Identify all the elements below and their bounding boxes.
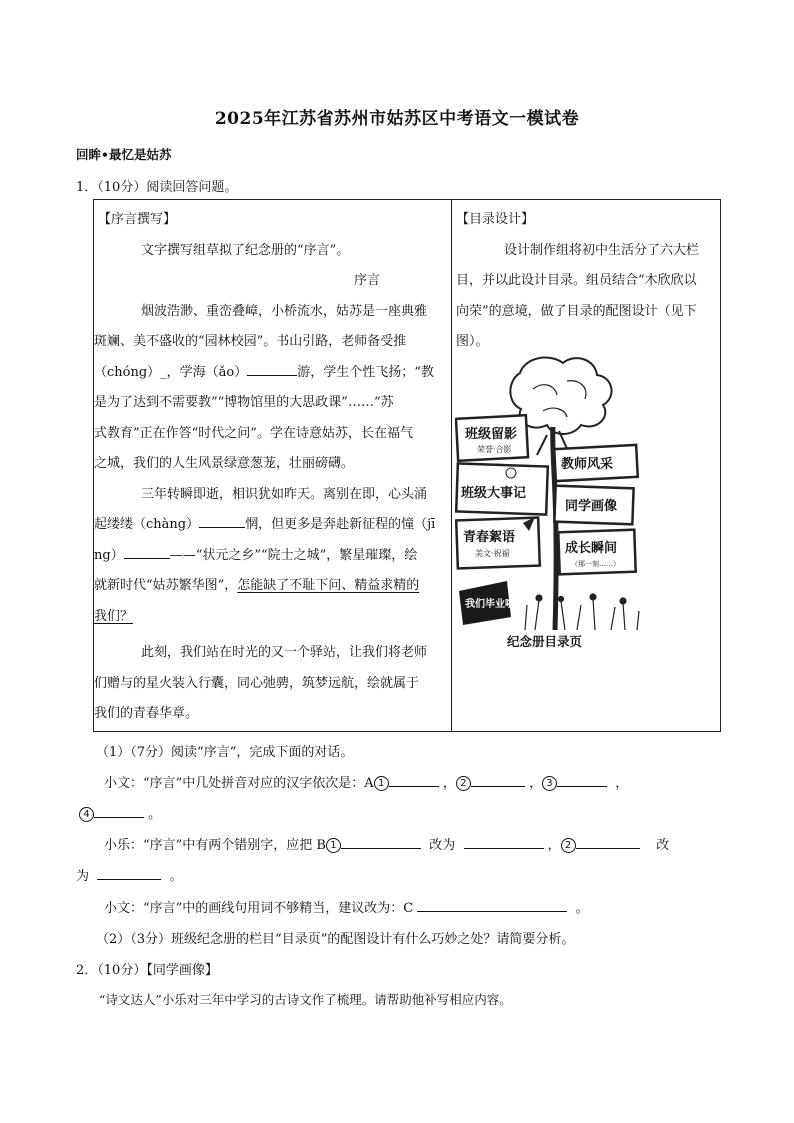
circled-number: 1	[326, 838, 341, 853]
dialogue-text: 小文：“序言”中的画线句用词不够精当，建议改为：C	[104, 901, 414, 916]
preface-line: 们赠与的星火装入行囊，同心弛骋，筑梦远航，绘就属于	[94, 676, 420, 691]
answer-blank[interactable]	[97, 865, 161, 880]
answer-blank[interactable]	[124, 544, 170, 559]
grass-decoration	[525, 594, 639, 630]
preface-intro: 文字撰写组草拟了纪念册的“序言”。	[141, 243, 350, 258]
toc-illustration	[455, 355, 645, 630]
answer-blank[interactable]	[576, 834, 640, 849]
preface-line	[94, 358, 434, 389]
dialogue-text: 小文：“序言”中几处拼音对应的汉字依次是：A	[104, 776, 374, 791]
preface-line: 是为了达到不需要教”“博物馆里的大思政课”……“苏	[94, 395, 394, 410]
circled-number: 3	[542, 776, 557, 791]
dialogue-xiaowen-2: 小文：“序言”中的画线句用词不够精当，建议改为：C 。	[104, 897, 589, 916]
sign-label: 班级大事记	[461, 486, 527, 501]
preface-title: 序言	[354, 273, 381, 288]
preface-segment: ——“状元之乡”“院士之城”，繁星璀璨，绘	[169, 548, 418, 563]
dialogue-xiaowen-1: 小文：“序言”中几处拼音对应的汉字依次是：A 1 ， 2 ， 3 ，	[104, 772, 628, 791]
sign-label: 班级留影	[465, 427, 518, 442]
page-title: 2025年江苏省苏州市姑苏区中考语文一模试卷	[214, 109, 580, 129]
answer-blank[interactable]	[557, 772, 607, 787]
answer-blank[interactable]	[417, 897, 567, 912]
answer-blank[interactable]	[464, 834, 544, 849]
dialogue-text: 改	[656, 838, 670, 853]
preface-segment: 游，学生个性飞扬；“教	[297, 365, 434, 380]
sign-sublabel: （那一刻……）	[571, 560, 620, 568]
sign-teacher-style	[554, 445, 638, 481]
dialogue-text: 改为	[429, 838, 456, 853]
answer-blank[interactable]	[471, 772, 525, 787]
sign-label: 青春絮语	[463, 530, 516, 545]
dialogue-text: 为	[76, 869, 90, 884]
preface-line	[94, 541, 417, 572]
sign-sublabel: 美文·祝福	[475, 549, 510, 558]
toc-text: 设计制作组将初中生活分了六大栏	[504, 243, 700, 258]
toc-heading: 【目录设计】	[456, 212, 535, 227]
toc-text: 图）。	[456, 334, 489, 349]
sign-sublabel: 荣誉·合影	[477, 445, 512, 454]
preface-segment: （chóng）_，学海（ǎo）	[94, 365, 248, 380]
sign-class-events	[456, 463, 548, 514]
preface-line: 烟波浩渺、重峦叠嶂，小桥流水，姑苏是一座典雅	[141, 304, 428, 319]
sign-classmate-portrait	[554, 486, 633, 525]
dialogue-xiaole-cont: 为 。	[76, 865, 183, 884]
circled-number: 2	[561, 838, 576, 853]
toc-caption: 纪念册目录页	[507, 634, 583, 649]
underlined-sentence: 怎能缺了不耻下问、精益求精的	[237, 578, 420, 593]
answer-blank[interactable]	[341, 834, 421, 849]
answer-blank[interactable]	[247, 361, 297, 376]
sign-label: 同学画像	[565, 499, 618, 514]
preface-line: 我们的青春华章。	[94, 706, 199, 721]
circled-number: 2	[456, 776, 471, 791]
answer-blank[interactable]	[389, 772, 439, 787]
preface-segment: 惘，但更多是奔赴新征程的憧（jī	[245, 517, 436, 532]
question-2-text: “诗文达人”小乐对三年中学习的古诗文作了梳理。请帮助他补写相应内容。	[99, 992, 512, 1007]
answer-blank[interactable]	[199, 513, 245, 528]
toc-text: 目，并以此设计目录。组员结合“木欣欣以	[456, 273, 697, 288]
table-divider	[451, 199, 452, 732]
preface-line	[94, 571, 419, 602]
dialogue-text: 小乐：“序言”中有两个错别字，应把 B	[104, 838, 326, 853]
sign-youth-words	[456, 517, 540, 568]
answer-blank[interactable]	[94, 803, 144, 818]
sign-label: 教师风采	[561, 457, 614, 472]
preface-line: 式教育”正在作答“时代之问”。学在诗意姑苏，长在福气	[94, 426, 413, 441]
preface-line: 斑斓、美不盛收的“园林校园”。书山引路，老师备受推	[94, 334, 407, 349]
preface-line: 此刻，我们站在时光的又一个驿站，让我们将老师	[141, 645, 428, 660]
dialogue-xiaole	[104, 834, 669, 853]
preface-line	[94, 510, 435, 541]
preface-segment: 起缕缕（chàng）	[94, 517, 200, 532]
subquestion-2: （2）（3分）班级纪念册的栏目“目录页”的配图设计有什么巧妙之处？请简要分析。	[96, 932, 575, 947]
underlined-sentence-end: 我们？	[94, 609, 134, 624]
preface-segment: 就新时代“姑苏繁华图”，	[94, 578, 238, 593]
toc-text: 向荣”的意境，做了目录的配图设计（见下	[456, 304, 697, 319]
sign-label: 成长瞬间	[565, 541, 618, 556]
dialogue-text: ，	[547, 838, 561, 853]
question-1-header: 1．（10分）阅读回答问题。	[76, 180, 238, 195]
section-title: 回眸•最忆是姑苏	[76, 147, 172, 162]
subquestion-1: （1）（7分）阅读“序言”，完成下面的对话。	[96, 745, 354, 760]
preface-segment: ng）	[94, 548, 124, 563]
badge-label: 我们毕业啦	[465, 599, 515, 610]
circled-number: 4	[79, 807, 94, 822]
question-2-header: 2．（10分）【同学画像】	[76, 963, 218, 978]
circled-number: 1	[374, 776, 389, 791]
preface-heading: 【序言撰写】	[98, 212, 177, 227]
preface-line: 之城，我们的人生风景绿意葱茏，壮丽磅礴。	[94, 456, 355, 471]
graduation-badge	[459, 581, 516, 625]
dialogue-xiaowen-1-cont: 4 。	[79, 803, 161, 822]
sign-growth-moments	[558, 530, 635, 575]
sign-class-photo	[456, 415, 528, 461]
preface-line: 三年转瞬即逝，相识犹如昨天。离别在即，心头涌	[141, 487, 428, 502]
